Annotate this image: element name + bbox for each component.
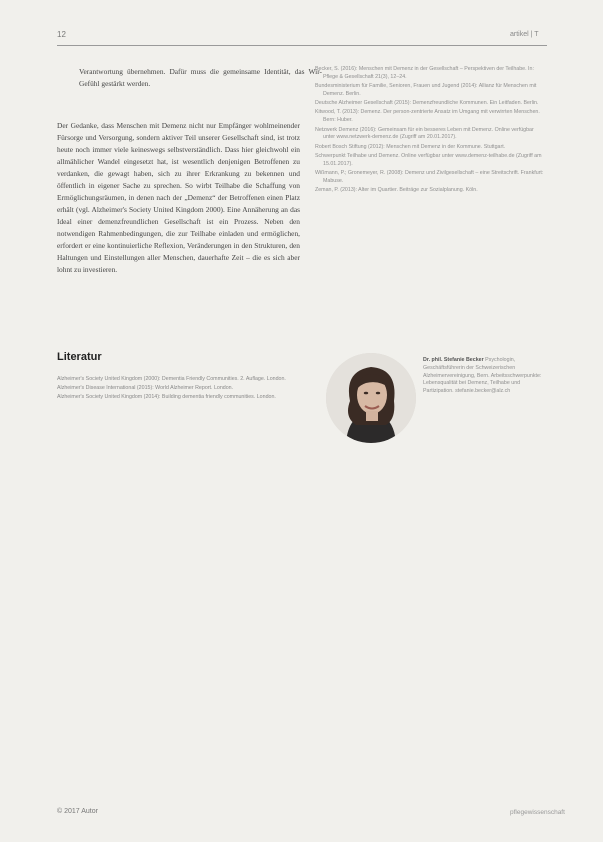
literature-heading: Literatur: [57, 351, 102, 363]
footer-copyright: © 2017 Autor: [57, 808, 98, 815]
literature-item: Alzheimer's Society United Kingdom (2014): Building dementia friendly communities. London.: [57, 393, 276, 400]
reference-item: Zeman, P. (2013): Alter im Quartier. Beiträge zur Sozialplanung. Köln.: [315, 187, 478, 194]
reference-item: Becker, S. (2016): Menschen mit Demenz in der Gesellschaft – Perspektiven der Teilhabe. In: Pflege & Gesellschaft 21(3), 12–24.: [315, 66, 534, 80]
reference-item: Deutsche Alzheimer Gesellschaft (2015): Demenzfreundliche Kommunen. Ein Leitfaden. Berlin.: [315, 100, 539, 107]
body-paragraph-1-text: Verantwortung übernehmen. Dafür muss die gemeinsame Identität, das Wir-Gefühl gestärkt werden.: [79, 67, 322, 88]
literature-item: Alzheimer's Society United Kingdom (2000): Dementia Friendly Communities. 2. Auflage. London.: [57, 376, 286, 382]
literature-item: Alzheimer's Disease International (2015): World Alzheimer Report. London.: [57, 384, 234, 391]
footer-journal: pflegewissenschaft: [510, 809, 565, 816]
body-paragraph-1: [57, 66, 322, 90]
author-photo: [326, 353, 416, 443]
reference-item: Wißmann, P.; Gronemeyer, R. (2008): Demenz und Zivilgesellschaft – eine Streitschrift. Frankfurt: Mabuse.: [315, 170, 544, 184]
author-bio-text: Psychologin, Geschäftsführerin der Schweizerischen Alzheimervereinigung, Bern. Arbeitsschwerpunkte: Lebensqualität bei Demenz, Teilhabe und Partizipation. stefanie.becker@alz.ch: [423, 357, 542, 395]
reference-item: Netzwerk Demenz (2016): Gemeinsam für ein besseres Leben mit Demenz. Online verfügbar unter www.netzwerk-demenz.de (Zugriff am 20.01.2017).: [315, 126, 534, 141]
literature-list: [57, 376, 307, 402]
page-number: 12: [57, 30, 66, 39]
body-paragraph-2-text: Der Gedanke, dass Menschen mit Demenz nicht nur Empfänger wohlmeinender Fürsorge und Versorgung, sondern aktiver Teil unserer Gesellschaft sind, ist trotz heute noch immer viele keineswegs selbstverständlich. Dass hier gleichwohl ein allmählicher Wandel eingesetzt hat, ist wesentlich denjenigen Betroffenen zu verdanken, die gewagt haben, sich zu ihrer Erkrankung zu bekennen und öffentlich in eigener Sache zu sprechen. So wirbt Teilhabe die Schaffung von Ermöglichungsräumen, in denen nach der „Demenz“ der Betroffenen einen Platz erhält (vgl. Alzheimer's Society United Kingdom 2000). Eine Annäherung an das Ideal einer demenzfreundlichen Gesellschaft ist ein Prozess. Neben den notwendigen Rahmenbedingungen, die zur Teilhabe einladen und ermöglichen, erfordert er eine kontinuierliche Reflexion, Veränderungen in den Strukturen, den Haltungen und Einstellungen aller Menschen, dauerhafte Zeit – die es sich aber lohnt zu investieren.: [57, 121, 300, 274]
reference-item: Bundesministerium für Familie, Senioren, Frauen und Jugend (2014): Allianz für Menschen mit Demenz. Berlin.: [315, 83, 537, 97]
reference-item: Robert Bosch Stiftung (2012): Menschen mit Demenz in der Kommune. Stuttgart.: [315, 143, 506, 150]
reference-item: Schwerpunkt Teilhabe und Demenz. Online verfügbar unter www.demenz-teilhabe.de (Zugriff am 15.01.2017).: [315, 152, 542, 167]
author-bio: [423, 357, 551, 396]
portrait-image: [326, 353, 416, 443]
reference-item: Kitwood, T. (2013): Demenz. Der person-zentrierte Ansatz im Umgang mit verwirrten Menschen. Bern: Huber.: [315, 109, 540, 124]
section-label: artikel | T: [510, 31, 539, 38]
header-rule: [57, 45, 547, 46]
author-name: Dr. phil. Stefanie Becker: [423, 357, 484, 363]
reference-list: [315, 66, 547, 196]
body-paragraph-2: [57, 120, 300, 276]
